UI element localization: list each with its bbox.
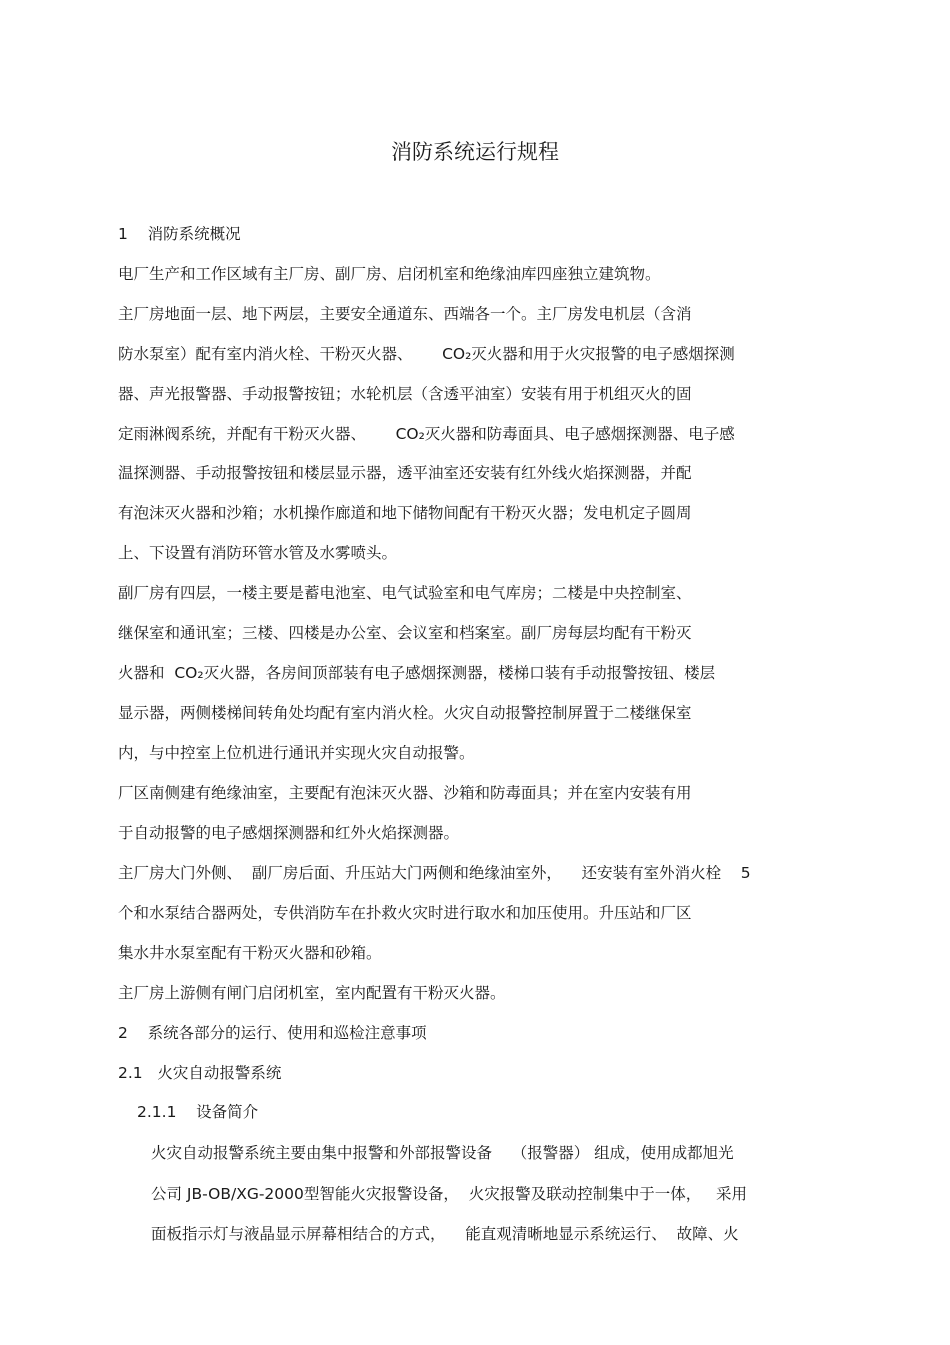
text-line: 显示器，两侧楼梯间转角处均配有室内消火栓。火灾自动报警控制屏置于二楼继保室 bbox=[118, 704, 692, 722]
text-line: 定雨淋阀系统，并配有干粉灭火器、 CO₂灭火器和防毒面具、电子感烟探测器、电子感 bbox=[118, 425, 735, 443]
text-line: 电厂生产和工作区域有主厂房、副厂房、启闭机室和绝缘油库四座独立建筑物。 bbox=[118, 265, 661, 283]
text-line: 公司 JB-OB/XG-2000型智能火灾报警设备， 火灾报警及联动控制集中于一体， 采用 bbox=[151, 1185, 748, 1203]
text-line: 继保室和通讯室；三楼、四楼是办公室、会议室和档案室。副厂房每层均配有干粉灭 bbox=[118, 624, 692, 642]
text-line: 防水泵室）配有室内消火栓、干粉灭火器、 CO₂灭火器和用于火灾报警的电子感烟探测 bbox=[118, 345, 735, 363]
section-heading-2: 2 系统各部分的运行、使用和巡检注意事项 bbox=[118, 1024, 427, 1042]
text-line: 上、下设置有消防环管水管及水雾喷头。 bbox=[118, 544, 398, 562]
text-line: 厂区南侧建有绝缘油室，主要配有泡沫灭火器、沙箱和防毒面具；并在室内安装有用 bbox=[118, 784, 692, 802]
text-line: 有泡沫灭火器和沙箱；水机操作廊道和地下储物间配有干粉灭火器；发电机定子圆周 bbox=[118, 504, 692, 522]
text-line: 集水井水泵室配有干粉灭火器和砂箱。 bbox=[118, 944, 382, 962]
text-line: 内，与中控室上位机进行通讯并实现火灾自动报警。 bbox=[118, 744, 475, 762]
text-line: 主厂房上游侧有闸门启闭机室，室内配置有干粉灭火器。 bbox=[118, 984, 506, 1002]
text-line: 火器和 CO₂灭火器，各房间顶部装有电子感烟探测器，楼梯口装有手动报警按钮、楼层 bbox=[118, 664, 716, 682]
text-line: 于自动报警的电子感烟探测器和红外火焰探测器。 bbox=[118, 824, 460, 842]
text-line: 面板指示灯与液晶显示屏幕相结合的方式， 能直观清晰地显示系统运行、 故障、火 bbox=[151, 1225, 739, 1243]
section-heading-2-1: 2.1 火灾自动报警系统 bbox=[118, 1064, 282, 1082]
section-heading-2-1-1: 2.1.1 设备简介 bbox=[137, 1103, 259, 1121]
text-line: 个和水泵结合器两处，专供消防车在扑救火灾时进行取水和加压使用。升压站和厂区 bbox=[118, 904, 692, 922]
text-line: 副厂房有四层，一楼主要是蓄电池室、电气试验室和电气库房；二楼是中央控制室、 bbox=[118, 584, 692, 602]
text-line: 主厂房地面一层、地下两层，主要安全通道东、西端各一个。主厂房发电机层（含消 bbox=[118, 305, 692, 323]
text-line: 温探测器、手动报警按钮和楼层显示器，透平油室还安装有红外线火焰探测器，并配 bbox=[118, 464, 692, 482]
text-line: 火灾自动报警系统主要由集中报警和外部报警设备 （报警器） 组成，使用成都旭光 bbox=[151, 1144, 734, 1162]
page-title: 消防系统运行规程 bbox=[391, 140, 559, 164]
text-line: 主厂房大门外侧、 副厂房后面、升压站大门两侧和绝缘油室外， 还安装有室外消火栓 5 bbox=[118, 864, 751, 882]
section-heading-1: 1 消防系统概况 bbox=[118, 225, 241, 243]
text-line: 器、声光报警器、手动报警按钮；水轮机层（含透平油室）安装有用于机组灭火的固 bbox=[118, 385, 692, 403]
